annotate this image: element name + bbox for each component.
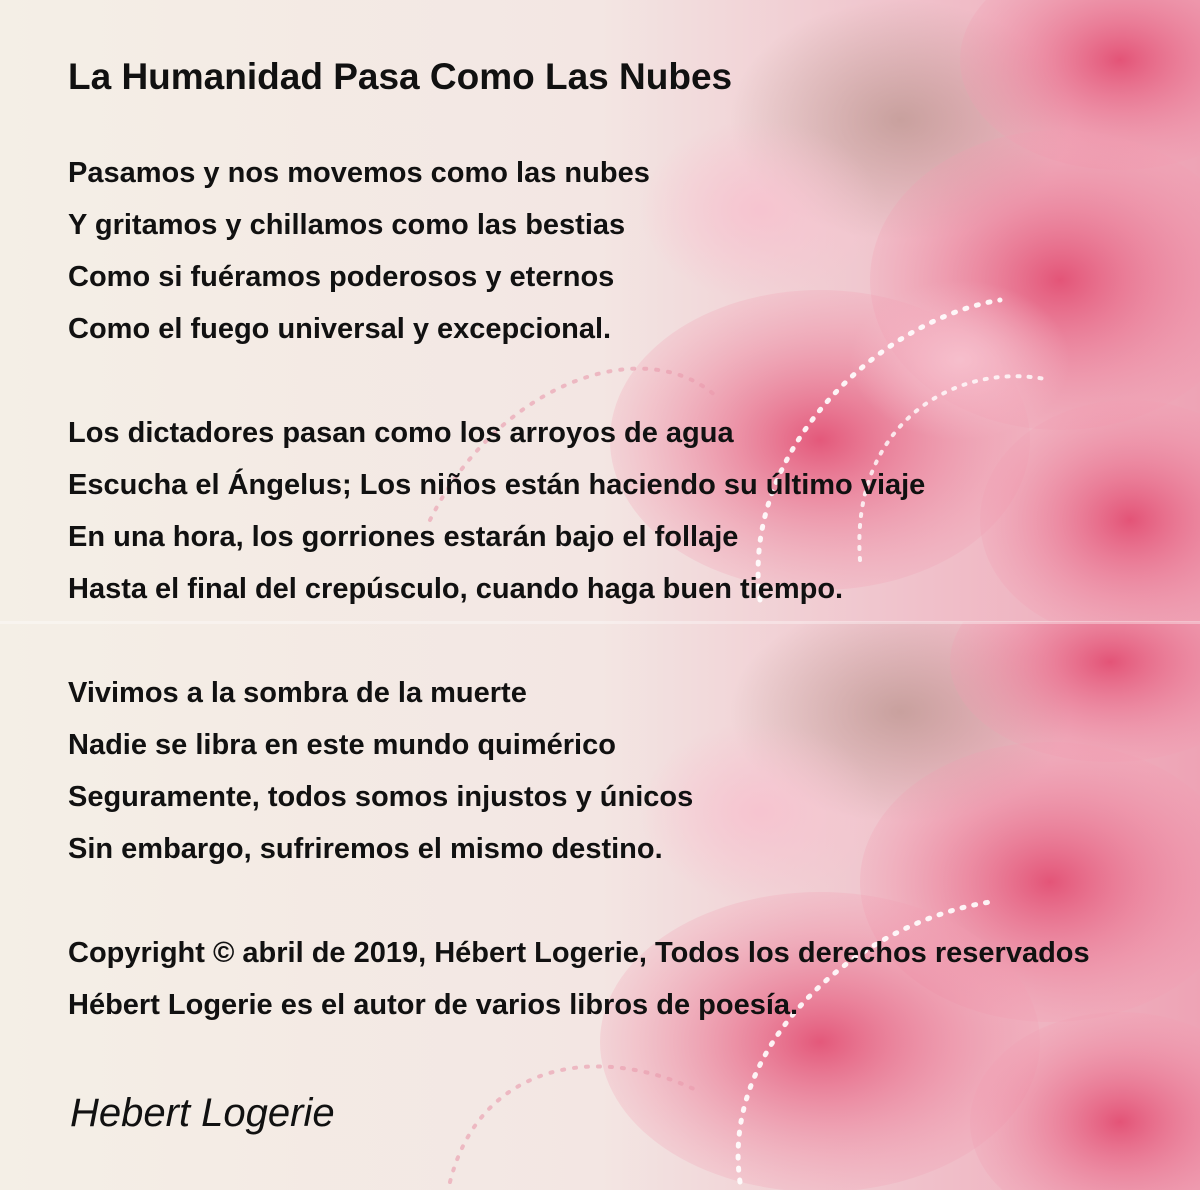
poem-line: Nadie se libra en este mundo quimérico — [68, 729, 616, 761]
poem-line: En una hora, los gorriones estarán bajo el follaje — [68, 521, 739, 553]
stanza-3 — [68, 667, 1200, 875]
author-signature: Hebert Logerie — [70, 1091, 335, 1135]
stanza-1 — [68, 147, 1200, 355]
poem-line: Seguramente, todos somos injustos y únicos — [68, 781, 694, 813]
poem-body — [68, 52, 1200, 1031]
poem-title: La Humanidad Pasa Como Las Nubes — [68, 56, 733, 97]
poem-line: Como si fuéramos poderosos y eternos — [68, 261, 615, 293]
poem-line: Pasamos y nos movemos como las nubes — [68, 157, 650, 189]
stanza-2 — [68, 407, 1200, 615]
poem-line: Vivimos a la sombra de la muerte — [68, 677, 527, 709]
poem-line: Hasta el final del crepúsculo, cuando haga buen tiempo. — [68, 573, 844, 605]
poem-line: Y gritamos y chillamos como las bestias — [68, 209, 626, 241]
poem-line: Los dictadores pasan como los arroyos de agua — [68, 417, 734, 449]
poem-line: Escucha el Ángelus; Los niños están haciendo su último viaje — [68, 469, 926, 501]
author-bio: Hébert Logerie es el autor de varios libros de poesía. — [68, 989, 799, 1021]
copyright-notice: Copyright © abril de 2019, Hébert Logerie, Todos los derechos reservados — [68, 937, 1090, 969]
poem-line: Sin embargo, sufriremos el mismo destino. — [68, 833, 663, 865]
poem-line: Como el fuego universal y excepcional. — [68, 313, 612, 345]
poem-footer — [68, 927, 1200, 1031]
